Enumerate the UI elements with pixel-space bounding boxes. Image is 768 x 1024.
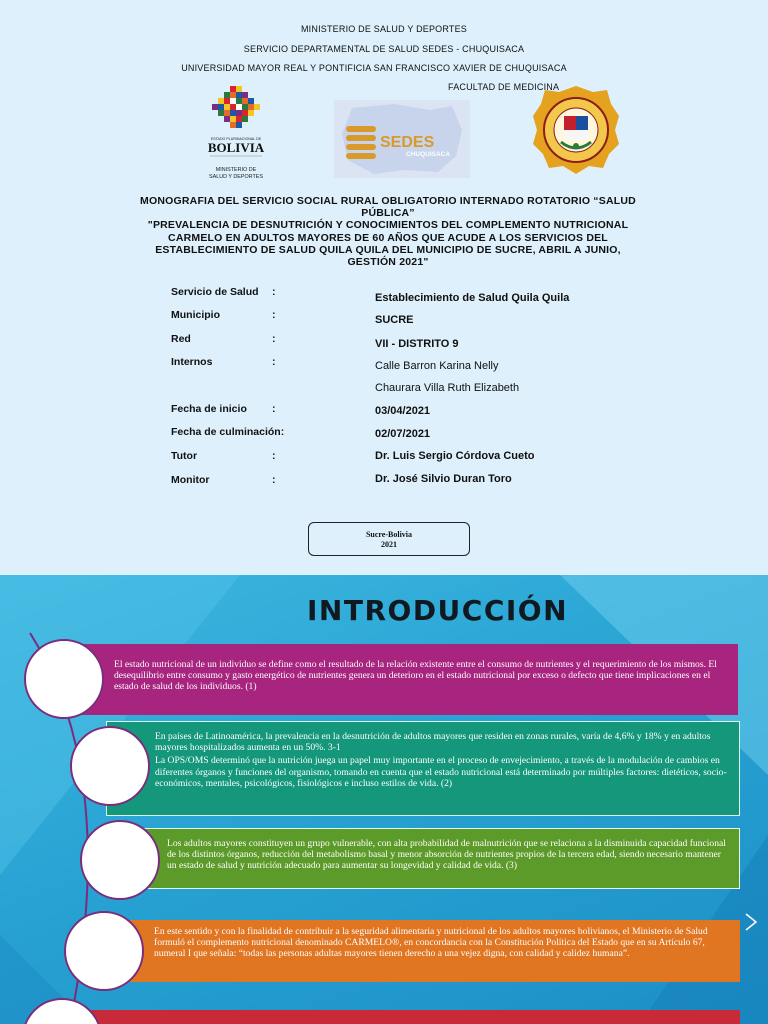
- value-interno-1: Calle Barron Karina Nelly: [375, 360, 499, 372]
- label-red: Red: [171, 333, 191, 345]
- title-line: ESTABLECIMIENTO DE SALUD QUILA QUILA DEL MUNICIPIO DE SUCRE, ABRIL A JUNIO,: [155, 243, 621, 256]
- sedes-logo-sub: CHUQUISACA: [406, 151, 451, 158]
- header-university: UNIVERSIDAD MAYOR REAL Y PONTIFICIA SAN FRANCISCO XAVIER DE CHUQUISACA: [181, 63, 567, 73]
- value-interno-2: Chaurara Villa Ruth Elizabeth: [375, 382, 520, 394]
- bullet-circle-2: [70, 726, 150, 806]
- colon: :: [272, 474, 276, 486]
- label-tutor: Tutor: [171, 450, 198, 462]
- title-line: PÚBLICA”: [361, 207, 415, 220]
- colon: :: [272, 309, 276, 321]
- footer-year: 2021: [381, 540, 397, 549]
- bolivia-logo-line2: BOLIVIA: [207, 140, 265, 155]
- intro-paragraph-1: El estado nutricional de un individuo se define como el resultado de la relación existente entre el consumo de nutrientes y el requerimiento de los mismos. El desequilibrio entre consumo y gasto energético de nutrientes genera un deterioro en el estado nutricional por exceso o defecto que tiene implicaciones en el estado de salud de los individuos. (1): [114, 659, 717, 693]
- bolivia-logo-line4: SALUD Y DEPORTES: [209, 174, 263, 180]
- intro-box-1: [72, 644, 738, 715]
- bolivia-ministry-logo: [196, 82, 276, 182]
- intro-box-4: [94, 920, 740, 982]
- value-tutor: Dr. Luis Sergio Córdova Cueto: [375, 450, 535, 462]
- bolivia-emblem-icon: [196, 82, 276, 182]
- bullet-circle-3: [80, 820, 160, 900]
- header-faculty: FACULTAD DE MEDICINA: [448, 82, 560, 92]
- title-line: CARMELO EN ADULTOS MAYORES DE 60 AÑOS QUE ACUDE A LOS SERVICIOS DEL: [168, 231, 608, 244]
- sedes-logo-icon: [334, 100, 470, 178]
- colon: :: [272, 450, 276, 462]
- label-fecha-culminacion: Fecha de culminación:: [171, 426, 285, 438]
- label-municipio: Municipio: [171, 309, 220, 321]
- footer-location: Sucre-Bolivia: [365, 530, 413, 539]
- intro-paragraph-2a: En países de Latinoamérica, la prevalencia en la desnutrición de adultos mayores que residen en zonas rurales, varía de 4,6% y 18% y en adultos mayores hospitalizados aumenta en un 50%. 3-1: [155, 731, 711, 754]
- value-fecha-inicio: 03/04/2021: [375, 405, 431, 417]
- value-monitor: Dr. José Silvio Duran Toro: [375, 473, 512, 485]
- label-monitor: Monitor: [171, 474, 210, 486]
- sedes-logo-name: SEDES: [380, 134, 435, 151]
- value-municipio: SUCRE: [375, 314, 414, 326]
- university-seal-logo: [531, 84, 621, 176]
- introduction-slide: [0, 575, 768, 1024]
- intro-box-2: [106, 721, 740, 816]
- intro-box-3: [112, 828, 740, 889]
- value-red: VII - DISTRITO 9: [375, 338, 459, 350]
- cover-title: [124, 195, 652, 268]
- bullet-circle-1: [24, 639, 104, 719]
- bullet-circle-4: [64, 911, 144, 991]
- header-sedes: SERVICIO DEPARTAMENTAL DE SALUD SEDES - CHUQUISACA: [243, 44, 525, 54]
- intro-paragraph-3: Los adultos mayores constituyen un grupo vulnerable, con alta probabilidad de malnutrición que se relaciona a la disminuida capacidad funcional de los distintos órganos, reducción del metabolismo basal y menor absorción de nutrientes propios de la tercera edad, siendo necesario mantener un estado de salud y nutrición adecuado para aumentar su longevidad y calidad de vida. (3): [167, 838, 726, 872]
- next-slide-arrow-icon: [744, 912, 758, 932]
- value-fecha-culminacion: 02/07/2021: [375, 428, 431, 440]
- sedes-chuquisaca-logo: [334, 100, 470, 178]
- label-servicio: Servicio de Salud: [171, 286, 259, 298]
- university-seal-icon: [531, 84, 621, 176]
- colon: :: [272, 286, 276, 298]
- title-line: "PREVALENCIA DE DESNUTRICIÓN Y CONOCIMIENTOS DEL COMPLEMENTO NUTRICIONAL: [147, 219, 629, 232]
- label-internos: Internos: [171, 356, 213, 368]
- bolivia-logo-line3: MINISTERIO DE: [215, 167, 257, 173]
- title-line: MONOGRAFIA DEL SERVICIO SOCIAL RURAL OBLIGATORIO INTERNADO ROTATORIO “SALUD: [140, 195, 636, 207]
- title-line: GESTIÓN 2021": [347, 256, 429, 269]
- intro-box-5: [72, 1010, 740, 1024]
- label-fecha-inicio: Fecha de inicio: [171, 403, 247, 415]
- header-ministry: MINISTERIO DE SALUD Y DEPORTES: [300, 24, 468, 34]
- intro-paragraph-4: En este sentido y con la finalidad de contribuir a la seguridad alimentaria y nutricional de los adultos mayores bolivianos, el Ministerio de Salud formuló el complemento nutricional denominado CARMELO®, en concordancia con la Constitución Política del Estado que en su Artículo 67, numeral I que señala: “todas las personas adultas mayores tienen derecho a una vejez digna, con calidad y calidez humana”.: [154, 926, 708, 960]
- intro-paragraph-2b: La OPS/OMS determinó que la nutrición juega un papel muy importante en el proceso de envejecimiento, a través de la modulación de cambios en diferentes órganos y funciones del organismo, tomando en cuenta que el estado nutricional está determinado por múltiples factores: dietéticos, socio-económicos, mentales, psicológicos, fisiológicos e incluso estilos de vida. (2): [155, 755, 727, 789]
- bolivia-logo-line1: ESTADO PLURINACIONAL DE: [210, 137, 262, 141]
- footer-location-box: [308, 522, 470, 556]
- colon: :: [272, 333, 276, 345]
- colon: :: [272, 356, 276, 368]
- colon: :: [272, 403, 276, 415]
- intro-title: INTRODUCCIÓN: [307, 594, 569, 627]
- value-servicio: Establecimiento de Salud Quila Quila: [375, 292, 570, 304]
